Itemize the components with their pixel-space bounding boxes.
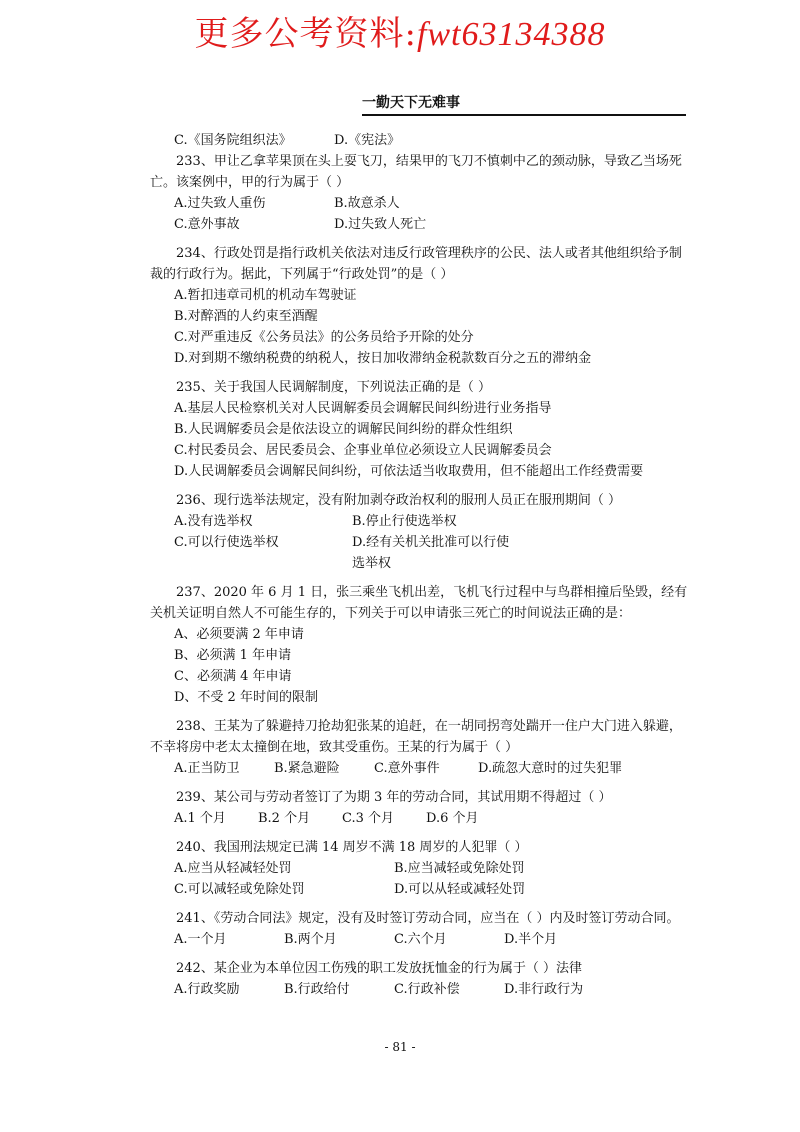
option-a: A.应当从轻减轻处罚 [174, 861, 292, 876]
question-stem: 235、关于我国人民调解制度，下列说法正确的是（ ） [176, 380, 491, 395]
option-c: C、必须满 4 年申请 [174, 669, 292, 684]
option-a: A.基层人民检察机关对人民调解委员会调解民间纠纷进行业务指导 [174, 401, 552, 416]
option-a: A.正当防卫 [174, 761, 240, 776]
question-239 [150, 787, 690, 829]
option-d: D.6 个月 [426, 811, 479, 826]
question-stem: 233、甲让乙拿苹果顶在头上耍飞刀，结果甲的飞刀不慎刺中乙的颈动脉，导致乙当场死亡。该案例中，甲的行为属于（ ） [150, 154, 682, 190]
option-b: B.故意杀人 [334, 196, 400, 211]
question-stem: 242、某企业为本单位因工伤残的职工发放抚恤金的行为属于（ ）法律 [176, 961, 582, 976]
option-b: B.应当减轻或免除处罚 [394, 861, 525, 876]
question-240 [150, 837, 690, 900]
option-c: C.《国务院组织法》 [174, 133, 292, 148]
question-stem: 240、我国刑法规定已满 14 周岁不满 18 周岁的人犯罪（ ） [176, 840, 528, 855]
question-236 [150, 490, 690, 574]
banner-code: fwt63134388 [416, 16, 606, 53]
option-a: A.暂扣违章司机的机动车驾驶证 [174, 288, 357, 303]
question-233 [150, 151, 690, 235]
option-d: D.人民调解委员会调解民间纠纷，可依法适当收取费用，但不能超出工作经费需要 [174, 464, 644, 479]
option-c: C.对严重违反《公务员法》的公务员给予开除的处分 [174, 330, 474, 345]
option-a: A、必须要满 2 年申请 [174, 627, 304, 642]
option-c: C.行政补偿 [394, 982, 460, 997]
option-a: A.行政奖励 [174, 982, 240, 997]
option-b: B.紧急避险 [274, 761, 340, 776]
option-d: D.过失致人死亡 [334, 217, 427, 232]
option-c: C.意外事故 [174, 217, 240, 232]
question-stem: 238、王某为了躲避持刀抢劫犯张某的追赶，在一胡同拐弯处踹开一住户大门进入躲避，不幸将房中老太太撞倒在地，致其受重伤。王某的行为属于（ ） [150, 719, 682, 755]
banner-prefix: 更多公考资料: [194, 14, 417, 54]
question-list [150, 130, 690, 1008]
option-d: D、不受 2 年时间的限制 [174, 690, 318, 705]
option-d: D.《宪法》 [334, 133, 401, 148]
option-d: D.对到期不缴纳税费的纳税人，按日加收滞纳金税款数百分之五的滞纳金 [174, 351, 592, 366]
option-c: C.六个月 [394, 932, 447, 947]
question-238 [150, 716, 690, 779]
option-b: B.行政给付 [284, 982, 350, 997]
option-b: B.2 个月 [258, 811, 311, 826]
question-235 [150, 377, 690, 482]
question-241 [150, 908, 690, 950]
question-stem: 236、现行选举法规定，没有附加剥夺政治权利的服刑人员正在服刑期间（ ） [176, 493, 621, 508]
option-a: A.一个月 [174, 932, 227, 947]
option-b: B.停止行使选举权 [352, 514, 457, 529]
question-stem: 237、2020 年 6 月 1 日，张三乘坐飞机出差，飞机飞行过程中与鸟群相撞后坠毁，经有关机关证明自然人不可能生存的，下列关于可以申请张三死亡的时间说法正确的是： [150, 585, 688, 621]
option-a: A.1 个月 [174, 811, 226, 826]
option-c: C.可以行使选举权 [174, 535, 279, 550]
header-rule [362, 114, 686, 116]
watermark-banner [0, 6, 800, 55]
option-c: C.可以减轻或免除处罚 [174, 882, 305, 897]
option-d: D.可以从轻或减轻处罚 [394, 882, 526, 897]
option-b: B.人民调解委员会是依法设立的调解民间纠纷的群众性组织 [174, 422, 513, 437]
option-c: C.3 个月 [342, 811, 395, 826]
question-234 [150, 243, 690, 369]
option-d: D.半个月 [504, 932, 558, 947]
question-stem: 241、《劳动合同法》规定，没有及时签订劳动合同，应当在（ ）内及时签订劳动合同。 [176, 911, 680, 926]
option-b: B.对醉酒的人约束至酒醒 [174, 309, 318, 324]
page-header-title: 一勤天下无难事 [362, 95, 460, 111]
option-d: D.经有关机关批准可以行使选举权 [352, 535, 510, 571]
option-c: C.村民委员会、居民委员会、企事业单位必须设立人民调解委员会 [174, 443, 552, 458]
option-d: D.非行政行为 [504, 982, 584, 997]
option-b: B、必须满 1 年申请 [174, 648, 292, 663]
question-stem: 239、某公司与劳动者签订了为期 3 年的劳动合同，其试用期不得超过（ ） [176, 790, 612, 805]
question-237 [150, 582, 690, 708]
option-d: D.疏忽大意时的过失犯罪 [478, 761, 623, 776]
option-c: C.意外事件 [374, 761, 440, 776]
option-a: A.过失致人重伤 [174, 196, 266, 211]
page-number: - 81 - [384, 1040, 416, 1054]
question-242 [150, 958, 690, 1000]
continued-options [150, 130, 690, 151]
option-a: A.没有选举权 [174, 514, 253, 529]
option-b: B.两个月 [284, 932, 337, 947]
question-stem: 234、行政处罚是指行政机关依法对违反行政管理秩序的公民、法人或者其他组织给予制裁的行政行为。据此，下列属于“行政处罚”的是（ ） [150, 246, 682, 282]
